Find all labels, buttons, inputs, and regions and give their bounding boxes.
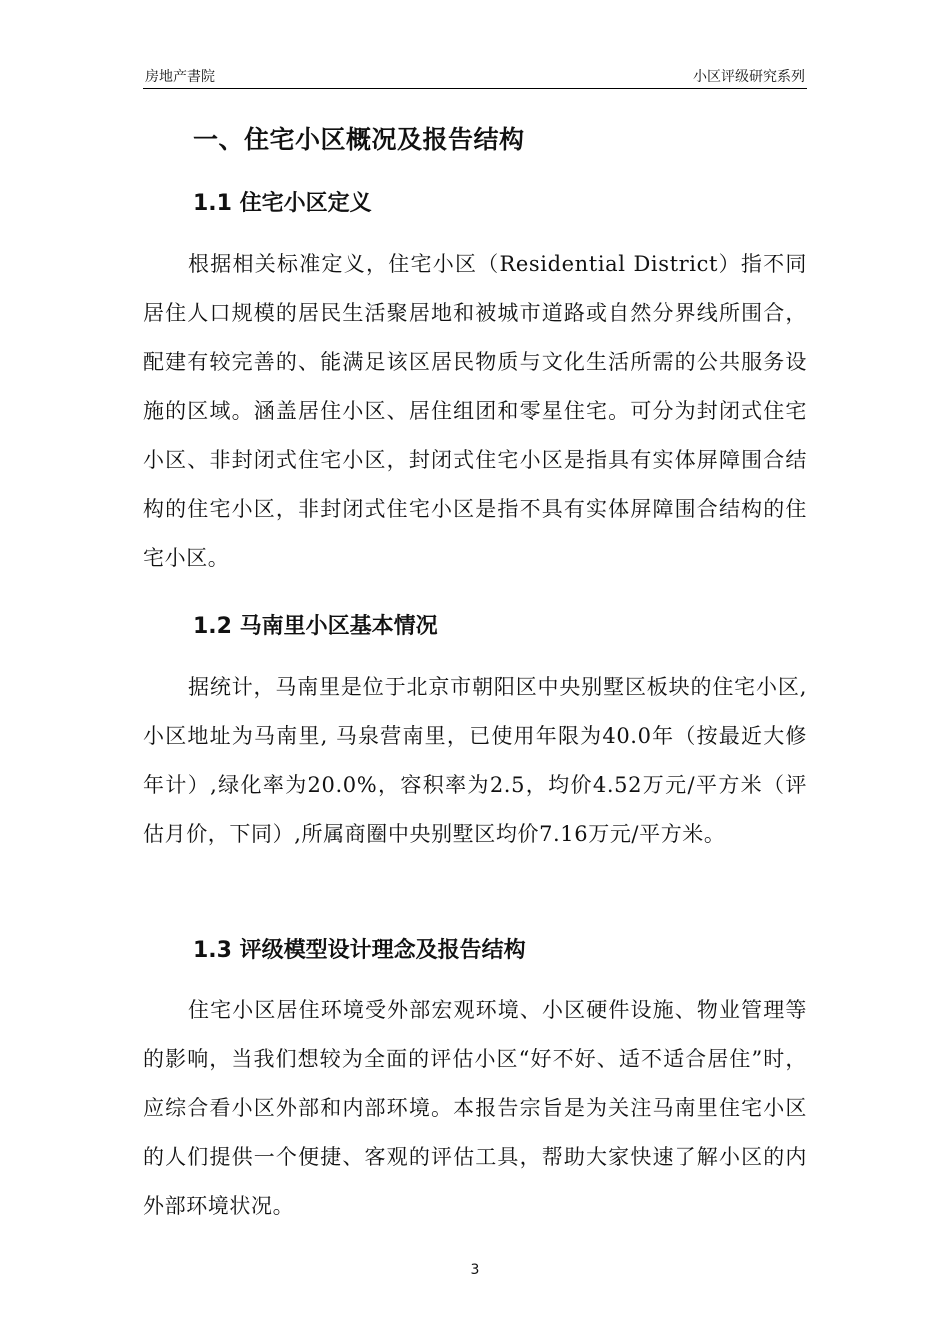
subsection-heading-1-1: 1.1 住宅小区定义 (193, 191, 372, 216)
header-series-title: 小区评级研究系列 (693, 69, 805, 85)
paragraph-text: 住宅小区居住环境受外部宏观环境、小区硬件设施、物业管理等的影响，当我们想较为全面的评估小区“好不好、适不适合居住”时，应综合看小区外部和内部环境。本报告宗旨是为关注马南里住宅小区的人们提供一个便捷、客观的评估工具，帮助大家快速了解小区的内外部环境状况。 (143, 998, 807, 1218)
page-header (143, 62, 807, 89)
paragraph-text: 根据相关标准定义，住宅小区（Residential District）指不同居住人口规模的居民生活聚居地和被城市道路或自然分界线所围合，配建有较完善的、能满足该区居民物质与文化生活所需的公共服务设施的区域。涵盖居住小区、居住组团和零星住宅。可分为封闭式住宅小区、非封闭式住宅小区，封闭式住宅小区是指具有实体屏障围合结构的住宅小区，非封闭式住宅小区是指不具有实体屏障围合结构的住宅小区。 (143, 252, 807, 570)
paragraph-basic-info (143, 663, 807, 859)
subsection-heading-1-3: 1.3 评级模型设计理念及报告结构 (193, 938, 526, 963)
paragraph-text: 据统计，马南里是位于北京市朝阳区中央别墅区板块的住宅小区,小区地址为马南里, 马泉营南里，已使用年限为40.0年（按最近大修年计）,绿化率为20.0%，容积率为2.5，均价4.52万元/平方米（评估月价，下同）,所属商圈中央别墅区均价7.16万元/平方米。 (143, 675, 807, 846)
paragraph-definition (143, 240, 807, 583)
subsection-heading-1-2: 1.2 马南里小区基本情况 (193, 614, 438, 639)
section-title: 一、住宅小区概况及报告结构 (193, 125, 525, 154)
page-number: 3 (470, 1262, 480, 1278)
paragraph-model-design (143, 986, 807, 1231)
header-publisher: 房地产書院 (145, 69, 215, 85)
